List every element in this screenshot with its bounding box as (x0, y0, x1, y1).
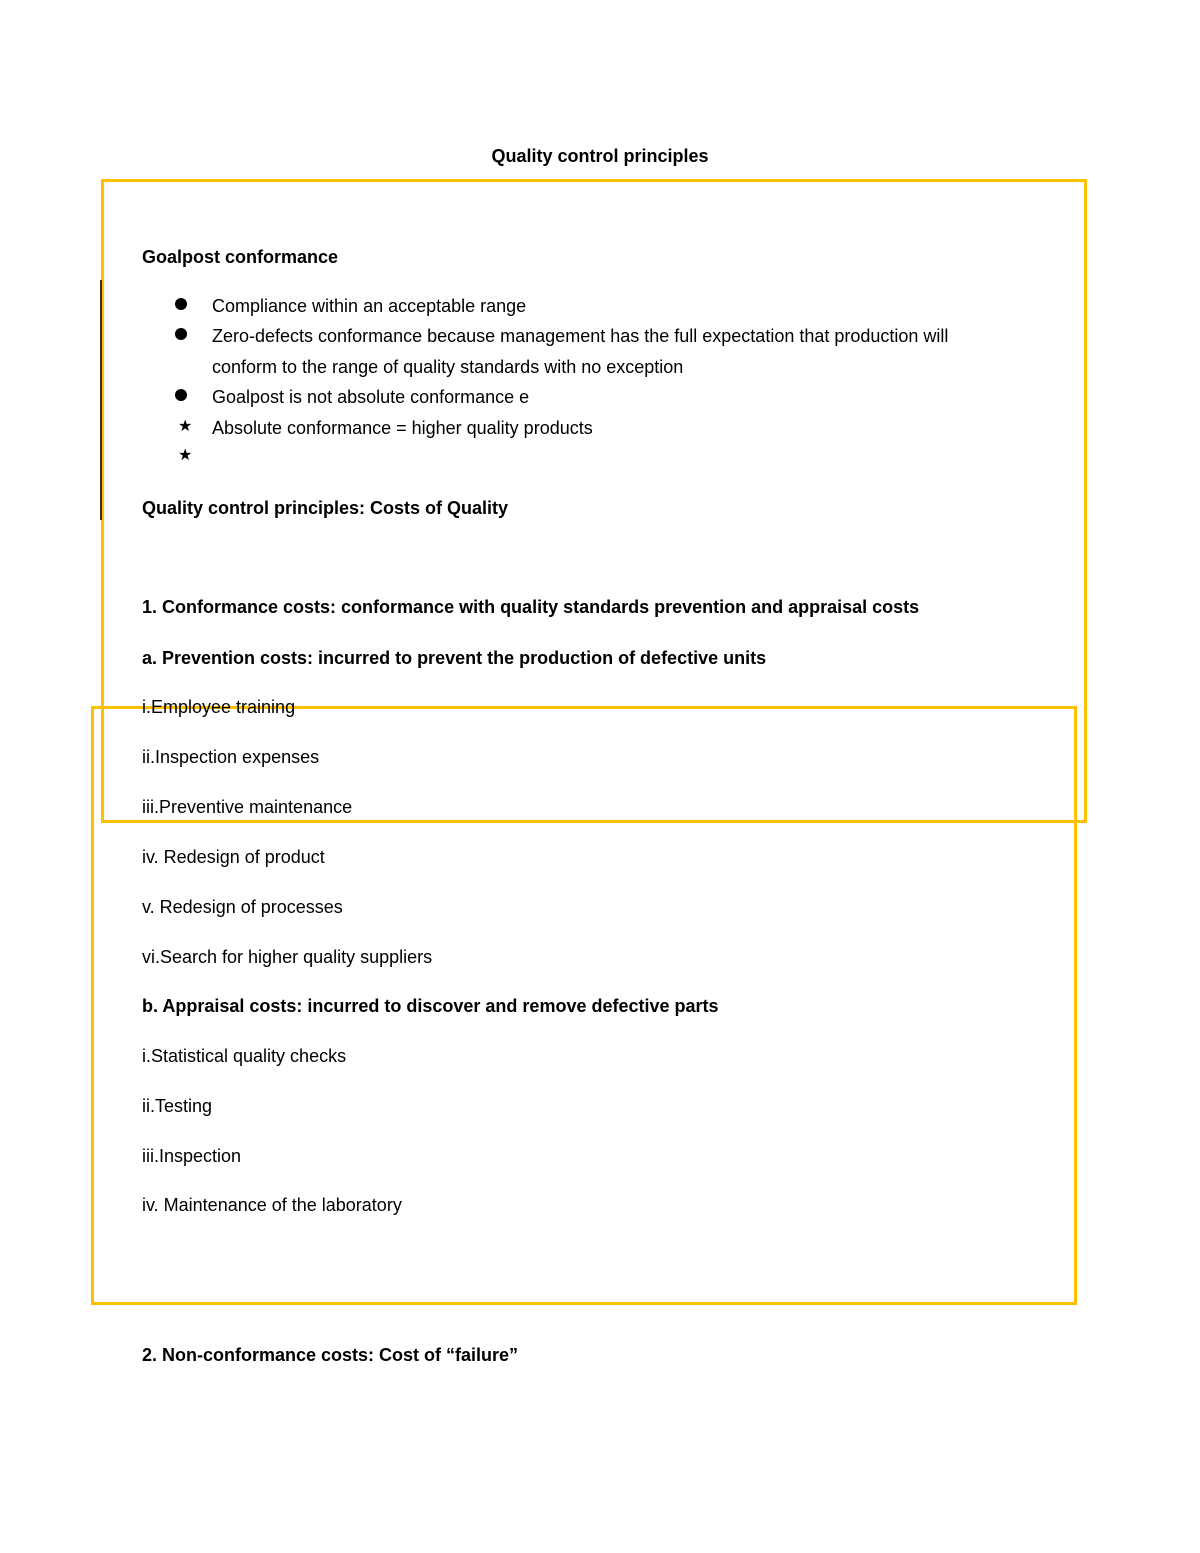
bullet-icon (175, 298, 187, 310)
goalpost-heading: Goalpost conformance (142, 247, 339, 267)
box-edge-mark (100, 280, 102, 520)
prevention-item: iii.Preventive maintenance (142, 797, 353, 817)
prevention-item: v. Redesign of processes (142, 897, 343, 917)
conformance-costs-heading: 1. Conformance costs: conformance with quality standards prevention and appraisal costs (142, 597, 920, 617)
appraisal-costs-heading: b. Appraisal costs: incurred to discover and remove defective parts (142, 996, 719, 1016)
prevention-item: ii.Inspection expenses (142, 747, 320, 767)
appraisal-item: ii.Testing (142, 1096, 213, 1116)
bullet-icon (175, 328, 187, 340)
star-icon: ★ (178, 447, 193, 464)
goalpost-bullet-2: Zero-defects conformance because management has the full expectation that production will (212, 326, 949, 346)
page-title: Quality control principles (491, 146, 709, 166)
prevention-item: vi.Search for higher quality suppliers (142, 947, 433, 967)
star-icon: ★ (178, 418, 193, 435)
appraisal-item: iii.Inspection (142, 1146, 242, 1166)
appraisal-item: iv. Maintenance of the laboratory (142, 1195, 402, 1215)
nonconformance-costs-heading: 2. Non-conformance costs: Cost of “failure” (142, 1345, 519, 1365)
prevention-item: i.Employee training (142, 697, 296, 717)
goalpost-bullet-3: Goalpost is not absolute conformance e (212, 387, 530, 407)
bullet-icon (175, 389, 187, 401)
prevention-item: iv. Redesign of product (142, 847, 325, 867)
goalpost-bullet-1: Compliance within an acceptable range (212, 296, 527, 316)
costs-heading: Quality control principles: Costs of Quality (142, 498, 509, 518)
goalpost-star-1: Absolute conformance = higher quality products (212, 418, 593, 438)
prevention-costs-heading: a. Prevention costs: incurred to prevent the production of defective units (142, 648, 767, 668)
appraisal-item: i.Statistical quality checks (142, 1046, 347, 1066)
goalpost-bullet-2-continued: conform to the range of quality standards with no exception (212, 357, 684, 377)
